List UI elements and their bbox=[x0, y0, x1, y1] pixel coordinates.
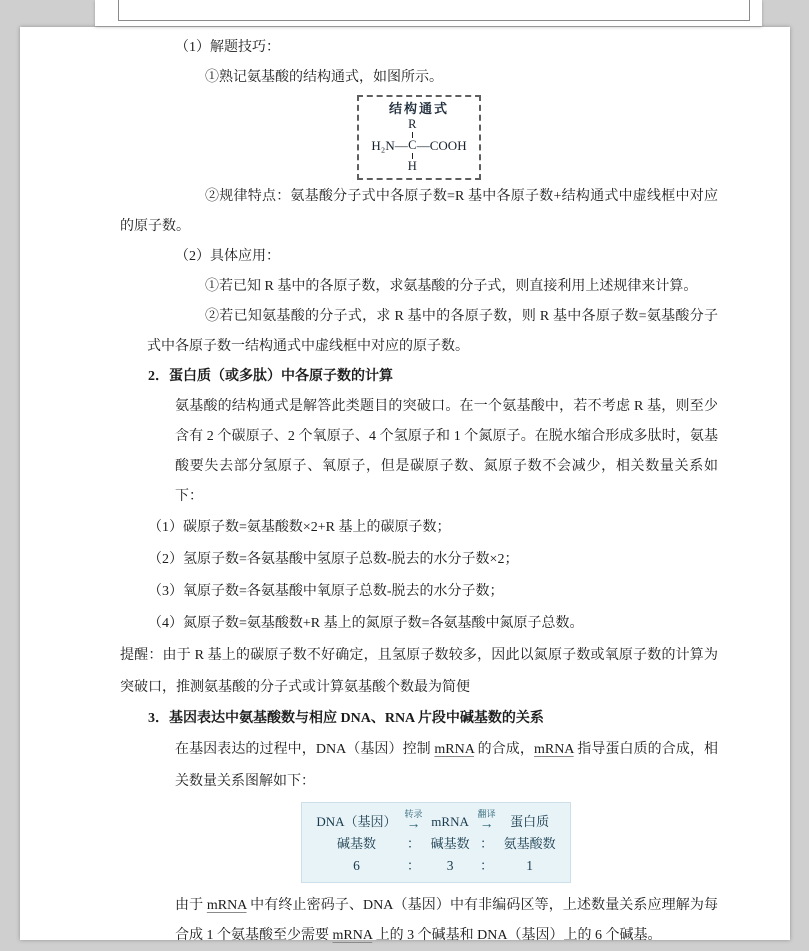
carboxyl-group: —COOH bbox=[416, 137, 467, 153]
text-segment: 指导蛋白质的合成，相关数量关系图解如下： bbox=[175, 742, 718, 789]
gene-expression-figure bbox=[137, 802, 735, 883]
document-page bbox=[20, 27, 790, 943]
r-group: R bbox=[408, 117, 417, 131]
rule-hydrogen: （2）氢原子数=各氨基酸中氢原子总数-脱去的水分子数×2； bbox=[148, 552, 519, 567]
heading-gene-expression: 3．基因表达中氨基酸数与相应 DNA、RNA 片段中碱基数的关系 bbox=[148, 711, 544, 726]
mrna-term: mRNA bbox=[533, 742, 574, 757]
rule-carbon: （1）碳原子数=氨基酸数×2+R 基上的碳原子数； bbox=[148, 520, 451, 535]
hydrogen-atom: H bbox=[407, 159, 417, 173]
carbon-chain-column bbox=[408, 118, 417, 173]
mrna-label: mRNA bbox=[431, 814, 469, 829]
dna-base-number: 6 bbox=[353, 858, 360, 873]
base-count-label: 碱基数 bbox=[430, 836, 470, 851]
transcription-label: 转录 bbox=[404, 809, 423, 819]
mrna-base-number: 3 bbox=[446, 858, 454, 873]
base-count-label: 碱基数 bbox=[336, 836, 376, 851]
translation-arrow bbox=[478, 810, 496, 830]
para-rule-feature: ②规律特点：氨基酸分子式中各原子数=R 基中各原子数+结构通式中虚线框中对应的原子数。 bbox=[120, 189, 718, 234]
para-memorize-formula: ①熟记氨基酸的结构通式，如图所示。 bbox=[205, 70, 443, 85]
previous-page-edge bbox=[95, 0, 762, 26]
para-protein-explain: 氨基酸的结构通式是解答此类题目的突破口。在一个氨基酸中，若不考虑 R 基，则至少含有 2 个碳原子、2 个氧原子、4 个氢原子和 1 个氮原子。在脱水缩合形成多肽时，氨基酸要失去部分氢原子、氧原子，但是碳原子数、氮原子数不会减少，相关数量关系如下： bbox=[175, 399, 718, 504]
figure-title: 结构通式 bbox=[388, 101, 449, 116]
amine-group: H₂N— bbox=[371, 137, 408, 153]
heading-protein-atom-count: 2．蛋白质（或多肽）中各原子数的计算 bbox=[148, 369, 393, 384]
text-segment: 上的 3 个碱基和 DNA（基因）上的 6 个碱基。 bbox=[372, 928, 662, 943]
transcription-arrow bbox=[405, 810, 423, 830]
text-segment: 的合成， bbox=[474, 742, 534, 757]
rule-oxygen: （3）氧原子数=各氨基酸中氧原子总数-脱去的水分子数； bbox=[148, 584, 504, 599]
amino-acid-number: 1 bbox=[526, 858, 533, 873]
para-application: （2）具体应用： bbox=[175, 249, 280, 264]
previous-page-table-border bbox=[118, 0, 750, 21]
gene-expression-panel bbox=[301, 802, 570, 883]
text-segment: 由于 bbox=[175, 898, 207, 913]
text-segment: 中有终止密码子、DNA（基因）中有非编码区等，上述数量关系应理解为每合成 1 个氨基酸至少需要 bbox=[175, 898, 718, 943]
alpha-carbon: C bbox=[408, 138, 417, 152]
arrow-icon: → bbox=[479, 817, 494, 832]
amino-acid-formula bbox=[371, 118, 466, 173]
amino-acid-structure-figure bbox=[120, 93, 718, 182]
colon: ： bbox=[407, 858, 421, 873]
amino-count-label: 氨基酸数 bbox=[503, 836, 556, 851]
page-content bbox=[20, 27, 790, 951]
mrna-term: mRNA bbox=[332, 928, 373, 943]
para-solution-skill: （1）解题技巧： bbox=[175, 40, 280, 55]
translation-label: 翻译 bbox=[477, 809, 496, 819]
dna-label: DNA（基因） bbox=[316, 814, 397, 829]
atom-count-rules bbox=[120, 512, 718, 640]
para-gene-expression-note bbox=[120, 891, 718, 951]
text-segment: 在基因表达的过程中，DNA（基因）控制 bbox=[175, 742, 435, 757]
colon: ： bbox=[407, 836, 421, 851]
rule-nitrogen: （4）氮原子数=氨基酸数+R 基上的氮原子数=各氨基酸中氮原子总数。 bbox=[148, 616, 584, 631]
arrow-icon: → bbox=[406, 817, 421, 832]
para-application-1: ①若已知 R 基中的各原子数，求氨基酸的分子式，则直接利用上述规律来计算。 bbox=[205, 279, 698, 294]
para-gene-expression-intro bbox=[120, 734, 718, 798]
mrna-term: mRNA bbox=[206, 898, 247, 913]
structure-formula-dashed-box bbox=[357, 95, 480, 180]
para-application-2: ②若已知氨基酸的分子式，求 R 基中的各原子数，则 R 基中各原子数=氨基酸分子式中各原子数一结构通式中虚线框中对应的原子数。 bbox=[147, 309, 718, 354]
mrna-term: mRNA bbox=[434, 742, 475, 757]
colon: ： bbox=[480, 836, 494, 851]
colon: ： bbox=[480, 858, 494, 873]
para-reminder: 提醒：由于 R 基上的碳原子数不好确定，且氢原子数较多，因此以氮原子数或氧原子数的计算为突破口，推测氨基酸的分子式或计算氨基酸个数最为简便 bbox=[120, 648, 718, 695]
gene-expression-grid bbox=[316, 810, 555, 874]
protein-label: 蛋白质 bbox=[510, 814, 550, 829]
